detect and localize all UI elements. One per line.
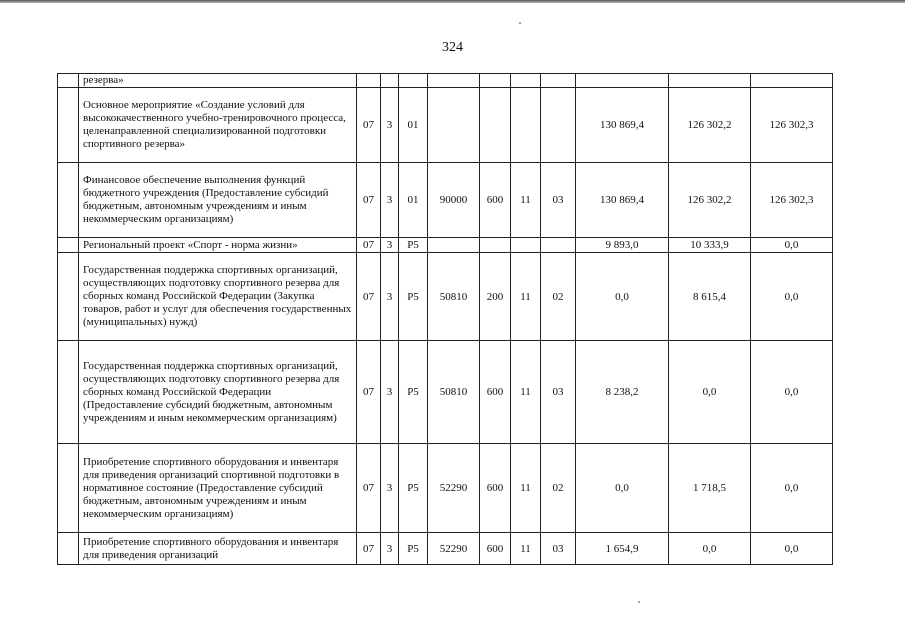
program-code: 01 — [399, 88, 428, 163]
code-col-2 — [541, 238, 576, 253]
code-col-2: 03 — [541, 163, 576, 238]
code-col-1: 11 — [511, 253, 541, 341]
amount-year-2: 0,0 — [669, 533, 751, 565]
row-gutter — [58, 444, 79, 533]
section-code: 07 — [357, 163, 381, 238]
program-code: 01 — [399, 163, 428, 238]
article-code — [428, 74, 480, 88]
row-description: Приобретение спортивного оборудования и инвентаря для приведения организаций спортивной подготовки в нормативное состояние (Предоставление субсидий бюджетным, автономным учреждениям и иным некоммерческим организациям) — [79, 444, 357, 533]
expense-type-code: 200 — [480, 253, 511, 341]
subsection-code: 3 — [381, 88, 399, 163]
subsection-code: 3 — [381, 163, 399, 238]
amount-year-1: 130 869,4 — [576, 88, 669, 163]
amount-year-1: 9 893,0 — [576, 238, 669, 253]
section-code: 07 — [357, 253, 381, 341]
amount-year-1: 130 869,4 — [576, 163, 669, 238]
row-gutter — [58, 533, 79, 565]
article-code — [428, 238, 480, 253]
amount-year-3 — [751, 74, 833, 88]
expense-type-code: 600 — [480, 341, 511, 444]
row-gutter — [58, 253, 79, 341]
section-code — [357, 74, 381, 88]
article-code: 50810 — [428, 341, 480, 444]
subsection-code: 3 — [381, 253, 399, 341]
article-code: 50810 — [428, 253, 480, 341]
scan-top-edge — [0, 0, 905, 3]
code-col-1: 11 — [511, 163, 541, 238]
amount-year-1: 0,0 — [576, 253, 669, 341]
scan-speck — [638, 601, 640, 603]
scan-speck — [519, 22, 521, 24]
row-description: Государственная поддержка спортивных организаций, осуществляющих подготовку спортивного резерва для сборных команд Российской Федерации (Предоставление субсидий бюджетным, автономным учреждениям и иным некоммерческим организациям) — [79, 341, 357, 444]
section-code: 07 — [357, 444, 381, 533]
code-col-1 — [511, 238, 541, 253]
row-gutter — [58, 341, 79, 444]
table-row — [58, 253, 833, 341]
amount-year-3: 126 302,3 — [751, 88, 833, 163]
code-col-1: 11 — [511, 444, 541, 533]
expense-type-code: 600 — [480, 444, 511, 533]
code-col-1 — [511, 74, 541, 88]
table-row — [58, 444, 833, 533]
article-code: 90000 — [428, 163, 480, 238]
table-row — [58, 238, 833, 253]
section-code: 07 — [357, 88, 381, 163]
article-code: 52290 — [428, 533, 480, 565]
table-row — [58, 533, 833, 565]
table-row — [58, 341, 833, 444]
expense-type-code — [480, 238, 511, 253]
program-code: P5 — [399, 238, 428, 253]
row-description: Региональный проект «Спорт - норма жизни» — [79, 238, 357, 253]
amount-year-1: 0,0 — [576, 444, 669, 533]
amount-year-3: 0,0 — [751, 533, 833, 565]
amount-year-2: 126 302,2 — [669, 163, 751, 238]
amount-year-2: 10 333,9 — [669, 238, 751, 253]
row-gutter — [58, 163, 79, 238]
code-col-1: 11 — [511, 533, 541, 565]
expense-type-code — [480, 74, 511, 88]
row-description: Основное мероприятие «Создание условий для высококачественного учебно-тренировочного процесса, целенаправленной специализированной подготовки спортивного резерва» — [79, 88, 357, 163]
subsection-code: 3 — [381, 533, 399, 565]
section-code: 07 — [357, 341, 381, 444]
amount-year-3: 0,0 — [751, 238, 833, 253]
amount-year-2: 126 302,2 — [669, 88, 751, 163]
program-code: P5 — [399, 341, 428, 444]
subsection-code — [381, 74, 399, 88]
amount-year-3: 126 302,3 — [751, 163, 833, 238]
amount-year-1: 8 238,2 — [576, 341, 669, 444]
amount-year-1 — [576, 74, 669, 88]
row-gutter — [58, 74, 79, 88]
amount-year-2: 0,0 — [669, 341, 751, 444]
code-col-2: 03 — [541, 341, 576, 444]
budget-table — [57, 73, 833, 565]
code-col-2: 02 — [541, 253, 576, 341]
amount-year-1: 1 654,9 — [576, 533, 669, 565]
code-col-2 — [541, 88, 576, 163]
row-gutter — [58, 238, 79, 253]
code-col-2 — [541, 74, 576, 88]
amount-year-2: 1 718,5 — [669, 444, 751, 533]
article-code: 52290 — [428, 444, 480, 533]
expense-type-code: 600 — [480, 163, 511, 238]
code-col-2: 03 — [541, 533, 576, 565]
section-code: 07 — [357, 533, 381, 565]
table-row — [58, 74, 833, 88]
page-number: 324 — [442, 40, 463, 55]
article-code — [428, 88, 480, 163]
row-description: Финансовое обеспечение выполнения функций бюджетного учреждения (Предоставление субсидий бюджетным, автономным учреждениям и иным некоммерческим организациям) — [79, 163, 357, 238]
amount-year-3: 0,0 — [751, 341, 833, 444]
amount-year-3: 0,0 — [751, 253, 833, 341]
code-col-1: 11 — [511, 341, 541, 444]
amount-year-2: 8 615,4 — [669, 253, 751, 341]
code-col-2: 02 — [541, 444, 576, 533]
row-description: Приобретение спортивного оборудования и инвентаря для приведения организаций — [79, 533, 357, 565]
row-description: резерва» — [79, 74, 357, 88]
table-row — [58, 88, 833, 163]
program-code — [399, 74, 428, 88]
expense-type-code — [480, 88, 511, 163]
program-code: P5 — [399, 253, 428, 341]
subsection-code: 3 — [381, 341, 399, 444]
amount-year-2 — [669, 74, 751, 88]
row-gutter — [58, 88, 79, 163]
row-description: Государственная поддержка спортивных организаций, осуществляющих подготовку спортивного резерва для сборных команд Российской Федерации (Закупка товаров, работ и услуг для обеспечения государственных (муниципальных) нужд) — [79, 253, 357, 341]
amount-year-3: 0,0 — [751, 444, 833, 533]
program-code: P5 — [399, 444, 428, 533]
subsection-code: 3 — [381, 238, 399, 253]
expense-type-code: 600 — [480, 533, 511, 565]
section-code: 07 — [357, 238, 381, 253]
subsection-code: 3 — [381, 444, 399, 533]
program-code: P5 — [399, 533, 428, 565]
code-col-1 — [511, 88, 541, 163]
table-row — [58, 163, 833, 238]
